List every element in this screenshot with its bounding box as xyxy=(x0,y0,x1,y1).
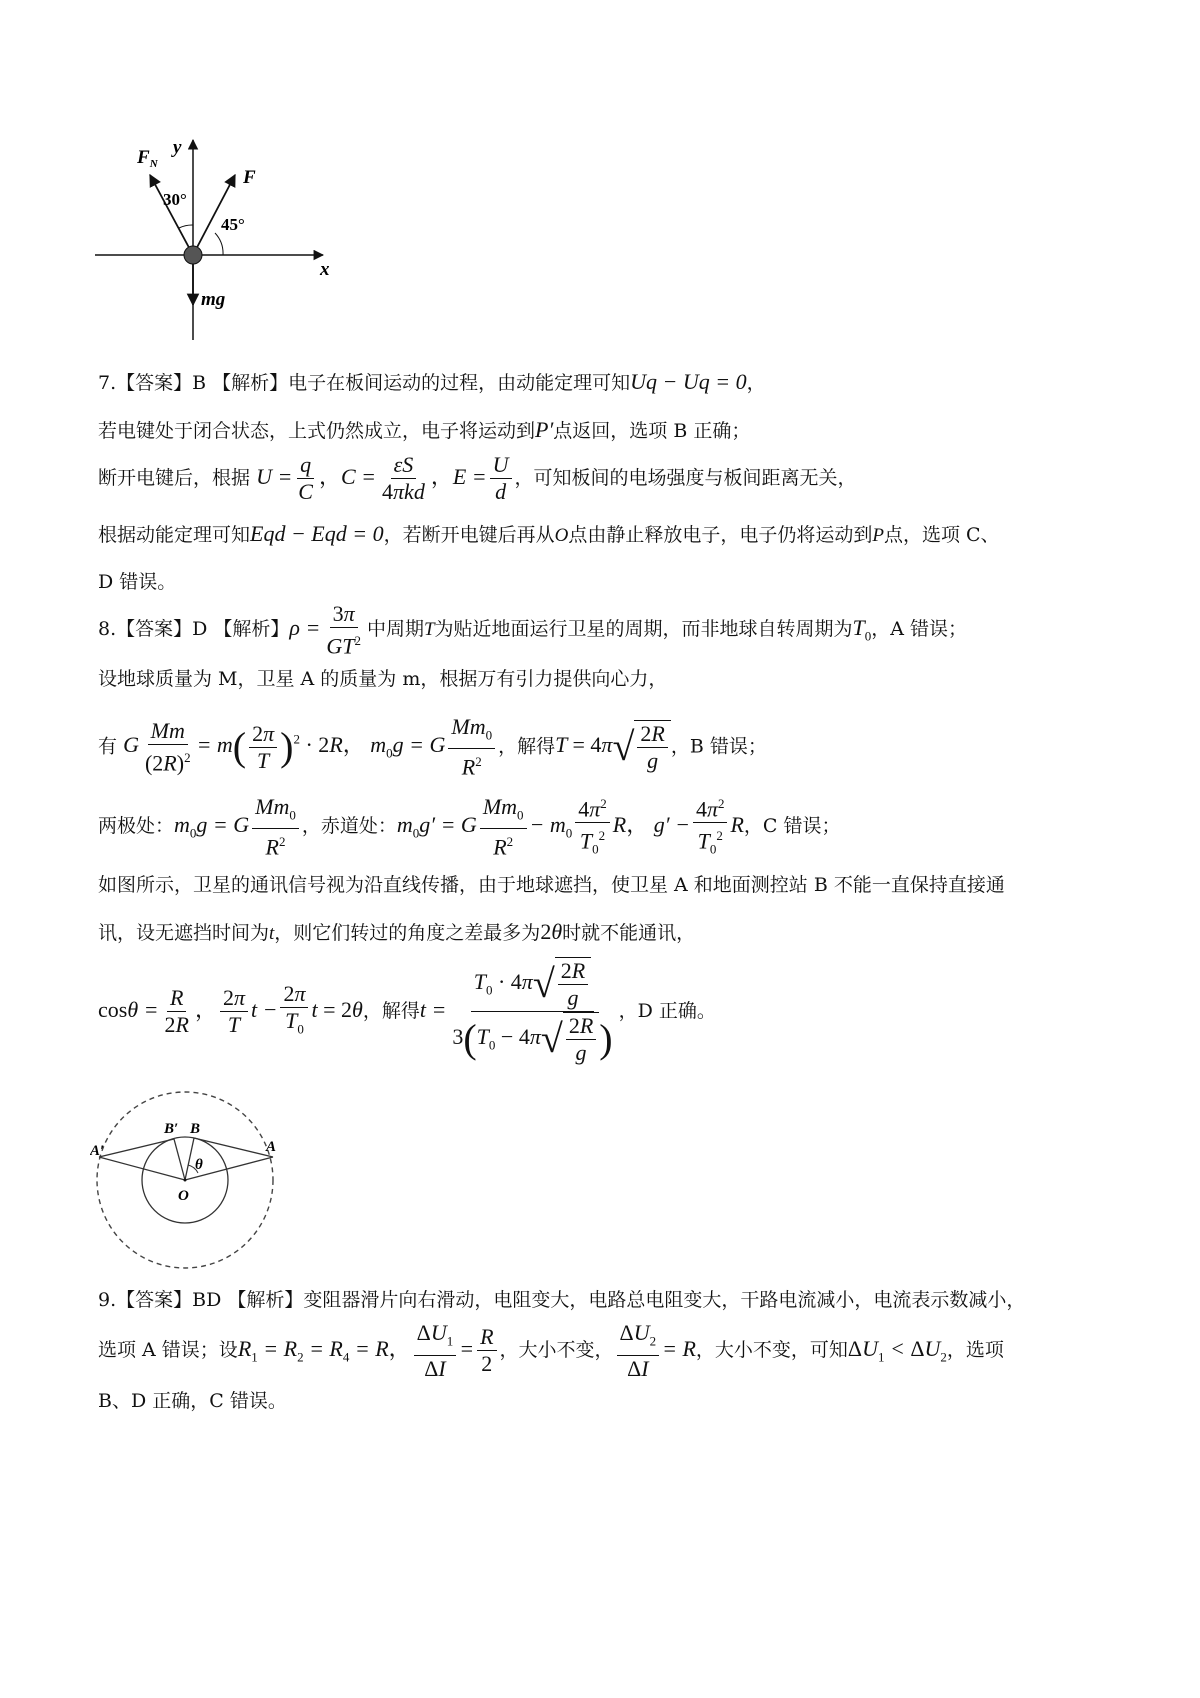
q8-t: T xyxy=(423,619,435,640)
q8-text: 设地球质量为 M，卫星 A 的质量为 m，根据万有引力提供向心力， xyxy=(98,668,668,690)
f-label: F xyxy=(243,167,256,188)
angle-30-label: 30° xyxy=(163,190,187,209)
angle-arc-30 xyxy=(179,225,193,228)
q7-eq-field: Eqd − Eqd = 0 xyxy=(250,521,384,546)
q8-text: ，解得 xyxy=(362,1000,420,1022)
q8-text: 有 xyxy=(98,735,118,758)
q8-line-1: 8.【答案】D 【解析】ρ = $\frac{3\pi}{GT^2}$ 中周期T为贴近地面运行卫星的周期，而非地球自转周期为$T_0$，A 错误； xyxy=(98,600,968,659)
q8-text: ，解得 xyxy=(498,735,556,758)
q8-text: 两极处： xyxy=(98,815,175,837)
q7-head: 7.【答案】B 【解析】电子在板间运动的过程，由动能定理可知 xyxy=(98,372,631,394)
q8-line-4 xyxy=(98,790,841,860)
q8-line-7 xyxy=(98,955,716,1065)
q9-line-1 xyxy=(98,1283,1025,1317)
q7-line-2 xyxy=(98,413,750,448)
angle-arc-45 xyxy=(215,233,223,255)
q9-line-2 xyxy=(98,1318,1004,1380)
q9-line-3 xyxy=(98,1384,287,1418)
line-o-bprime xyxy=(174,1139,185,1180)
q8-density-formula: ρ = $\frac{3\pi}{GT^2}$ xyxy=(289,600,361,659)
q8-gravity-formula: G $\frac{Mm}{(2R)^2}$ = m( $\frac{2\pi}{T}$ )$^2$ · 2R， $m_0g = G$ $\frac{Mm_0}{R^2}$ xyxy=(123,732,498,757)
q7-line-1: 7.【答案】B 【解析】电子在板间运动的过程，由动能定理可知Uq − Uq = 0， xyxy=(98,369,766,394)
q8-line-5 xyxy=(98,868,1005,902)
line-a-b xyxy=(194,1138,273,1157)
line-aprime-bprime xyxy=(99,1139,174,1157)
q8-head: 8.【答案】D 【解析】 xyxy=(98,618,290,640)
ball xyxy=(184,246,202,264)
label-o: O xyxy=(178,1188,189,1204)
q9-text: 选项 A 错误；设 xyxy=(98,1339,238,1361)
q7-text: 若电键处于闭合状态，上式仍然成立，电子将运动到 xyxy=(98,420,536,442)
q8-text: 时就不能通讯， xyxy=(562,922,696,944)
center-point xyxy=(184,1179,187,1182)
q9-compare-eq: $\Delta U_1 < \Delta U_2$ xyxy=(847,1336,947,1365)
q9-text: ，大小不变，可知 xyxy=(695,1339,848,1361)
q8-period-formula: T = 4π √ $\frac{2R}{g}$ xyxy=(555,732,671,757)
q8-text: ，A 错误； xyxy=(871,618,968,640)
q7-text: 点返回，选项 B 正确； xyxy=(553,420,751,442)
q7-eq-energy: Uq − Uq = 0 xyxy=(630,369,747,394)
q7-line-5 xyxy=(98,565,176,599)
q8-angle-formulas: cosθ = $\frac{R}{2R}$ ， $\frac{2\pi}{T}$ t − $\frac{2\pi}{T_0}$ t = 2θ xyxy=(98,981,363,1038)
q8-line-3 xyxy=(98,700,767,780)
mg-label: mg xyxy=(201,289,226,310)
q8-time-formula: t = $T_0 \cdot 4\pi$ √ $\frac{2R}{g}$ $3(T_0 - 4\pi$ √ $\frac{2R}{g}$ ) xyxy=(419,958,613,1066)
q7-text: ，若断开电键后再从 xyxy=(383,524,555,546)
q7-line-3 xyxy=(98,447,857,507)
label-aprime: A′ xyxy=(90,1143,105,1159)
q8-line-6: 讯，设无遮挡时间为t，则它们转过的角度之差最多为2θ时就不能通讯， xyxy=(98,919,696,944)
label-b: B xyxy=(190,1121,201,1137)
label-theta: θ xyxy=(195,1157,203,1173)
q8-text: ，B 错误； xyxy=(670,735,767,758)
orbit-diagram xyxy=(90,1085,300,1285)
q8-text: ，D 正确。 xyxy=(618,1000,716,1022)
q8-equator-formula: $m_0g' = G$ $\frac{Mm_0}{R^2}$ − $m_0$ $\frac{4\pi^2}{T_0^2}$ R， g′ − $\frac{4\pi^2}{T_0^2}$ R xyxy=(397,812,744,837)
q9-ratio-eq: $\frac{\Delta U_2}{\Delta I}$ = R xyxy=(614,1336,696,1361)
q8-text: ，C 错误； xyxy=(743,815,841,837)
q7-text: 点由静止释放电子，电子仍将运动到 xyxy=(568,524,873,546)
x-label: x xyxy=(320,259,330,280)
q7-line-4 xyxy=(98,517,1000,553)
q7-text: D 错误。 xyxy=(98,571,177,593)
force-diagram xyxy=(95,135,355,350)
line-o-b xyxy=(185,1138,194,1180)
q9-text: ，大小不变， xyxy=(499,1339,614,1361)
y-label: y xyxy=(173,137,182,158)
q7-text: 点，选项 C、 xyxy=(883,524,1000,546)
q8-text: 为贴近地面运行卫星的周期，而非地球自转周期为 xyxy=(434,618,853,640)
q7-o: O xyxy=(554,525,569,546)
angle-45-label: 45° xyxy=(221,215,245,234)
label-a: A xyxy=(266,1139,277,1155)
q7-p: P xyxy=(872,525,884,546)
label-bprime: B′ xyxy=(164,1121,179,1137)
q9-text: B、D 正确，C 错误。 xyxy=(98,1390,287,1412)
q7-text: ，可知板间的电场强度与板间距离无关， xyxy=(514,467,857,489)
q8-text: ，则它们转过的角度之差最多为 xyxy=(274,922,541,944)
q9-resistor-eq: $R_1 = R_2 = R_4 = R$， $\frac{\Delta U_1}{\Delta I}$ = $\frac{R}{2}$ xyxy=(238,1336,500,1361)
q8-pole-formula: $m_0g = G$ $\frac{Mm_0}{R^2}$ xyxy=(174,812,302,837)
q8-text: 讯，设无遮挡时间为 xyxy=(98,922,270,944)
q7-text: 根据动能定理可知 xyxy=(98,524,251,546)
q8-text: 中周期 xyxy=(366,618,424,640)
q8-text: ，赤道处： xyxy=(301,815,397,837)
fn-label: $F_N$ xyxy=(137,147,158,170)
q8-text: 如图所示，卫星的通讯信号视为沿直线传播，由于地球遮挡，使卫星 A 和地面测控站 B 不能一直保持直接通 xyxy=(98,874,1005,896)
q9-text: 9.【答案】BD 【解析】变阻器滑片向右滑动，电阻变大，电路总电阻变大，干路电流减小，电流表示数减小， xyxy=(98,1289,1026,1311)
q7-formulas: U = $\frac{q}{C}$ ，C = $\frac{\varepsilon S}{\text{4πkd}}$ ，E = $\frac{U}{d}$ xyxy=(256,464,514,489)
q8-line-2 xyxy=(98,662,667,696)
q7-text: 断开电键后，根据 xyxy=(98,467,251,489)
fn-vector xyxy=(150,175,193,255)
q7-pprime: P′ xyxy=(535,417,554,442)
q9-text: ，选项 xyxy=(946,1339,1004,1361)
